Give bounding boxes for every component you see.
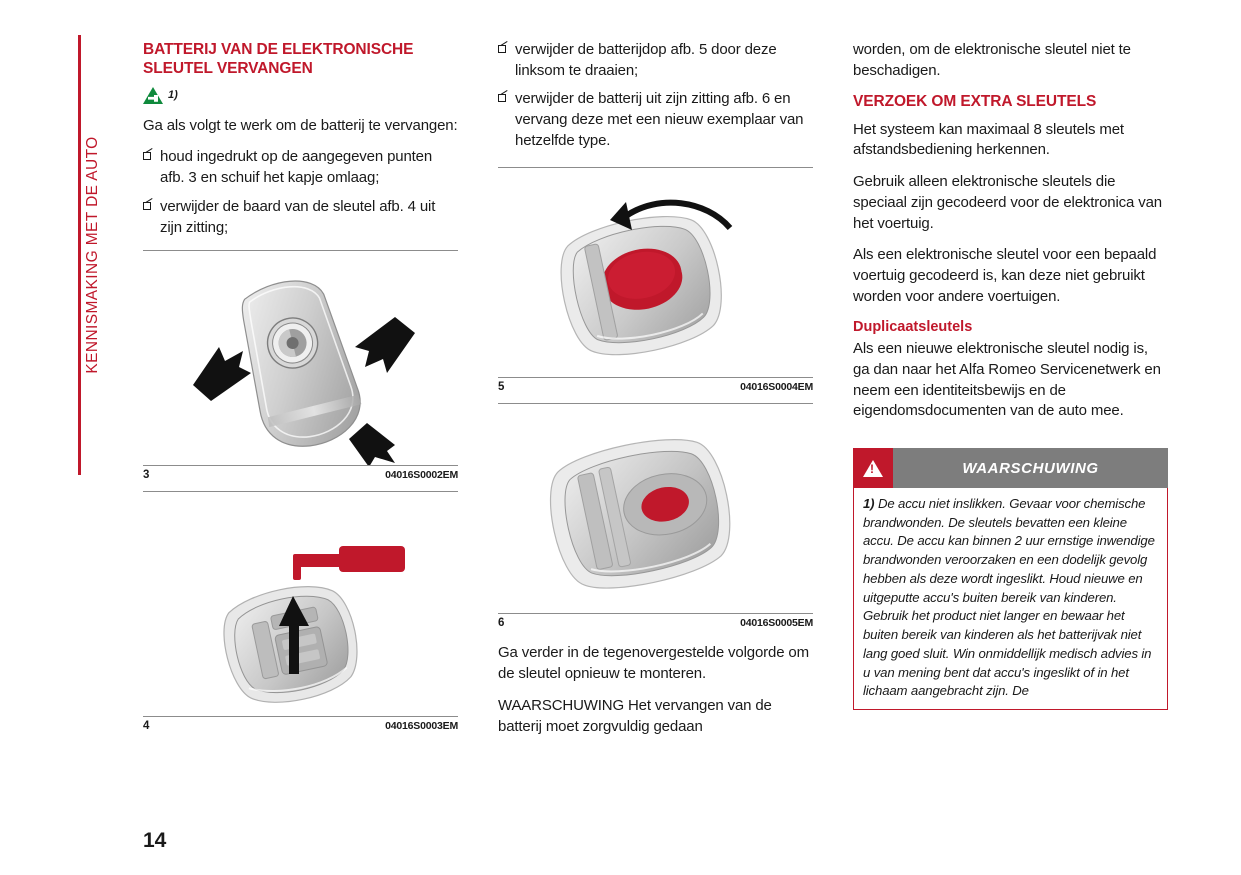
extra-keys-paragraph-3: Als een elektronische sleutel voor een bepaald voertuig gecodeerd is, kan deze niet gebruikt worden voor andere voertuigen. — [853, 246, 1157, 305]
figure-5-caption — [498, 377, 813, 393]
list-item — [498, 89, 813, 151]
column-middle — [498, 40, 813, 748]
bullet-square-icon — [498, 94, 506, 102]
warning-banner — [853, 448, 1168, 488]
continuation-paragraph: worden, om de elektronische sleutel niet te beschadigen. — [853, 41, 1131, 79]
figure-5-code: 04016S0004EM — [740, 381, 813, 394]
figure-6-number: 6 — [498, 617, 505, 630]
extra-keys-paragraph-1: Het systeem kan maximaal 8 sleutels met afstandsbediening herkennen. — [853, 120, 1124, 159]
warning-triangle-icon — [863, 460, 883, 477]
figure-6 — [498, 403, 813, 629]
list-item — [498, 40, 813, 81]
figure-6-caption — [498, 613, 813, 629]
warning-banner-title: WAARSCHUWING — [962, 459, 1099, 477]
list-item-label: verwijder de batterijdop afb. 5 door deze linksom te draaien; — [515, 41, 777, 79]
warning-text: De accu niet inslikken. Gevaar voor chemische brandwonden. De sleutels bevatten een kleine accu. De accu kan binnen 2 uur ernstige inwendige brandwonden veroorzaken en een dodelijk gevolg hebben als deze wordt ingeslikt. Houd nieuwe en uitgeputte accu's buiten bereik van kinderen. Gebruik het product niet langer en bewaar het buiten bereik van kinderen als het batterijvak niet lang goed sluit. Win onmiddellijk medisch advies in u van mening bent dat accu's ingeslikt of in het lichaam aangebracht zijn. De — [863, 496, 1155, 699]
warning-text-box — [853, 488, 1168, 710]
list-item-label: verwijder de batterij uit zijn zitting afb. 6 en vervang deze met een nieuw exemplaar van hetzelfde type. — [515, 90, 804, 149]
figure-4-code: 04016S0003EM — [385, 720, 458, 733]
bullet-square-icon — [498, 45, 506, 53]
figure-6-code: 04016S0005EM — [740, 617, 813, 630]
warning-icon-box — [853, 448, 893, 488]
green-warning-triangle-icon — [143, 87, 163, 104]
figure-5 — [498, 167, 813, 393]
list-item — [143, 147, 458, 188]
warning-marker: 1) — [863, 496, 875, 511]
figure-3-caption — [143, 465, 458, 481]
list-item-label: verwijder de baard van de sleutel afb. 4 uit zijn zitting; — [160, 197, 436, 236]
list-item — [143, 197, 458, 238]
bullet-square-icon — [143, 202, 151, 210]
figure-5-number: 5 — [498, 381, 505, 394]
list-item-label: houd ingedrukt op de aangegeven punten afb. 3 en schuif het kapje omlaag; — [160, 148, 433, 187]
duplicate-keys-title: Duplicaatsleutels — [853, 319, 973, 336]
reassembly-paragraph: Ga verder in de tegenovergestelde volgorde om de sleutel opnieuw te monteren. — [498, 644, 809, 683]
extra-keys-paragraph-2: Gebruik alleen elektronische sleutels die speciaal zijn gecodeerd voor de elektronica van het voertuig. — [853, 173, 1162, 232]
duplicate-keys-paragraph: Als een nieuwe elektronische sleutel nodig is, ga dan naar het Alfa Romeo Servicenetwerk en neem een identiteitsbewijs en de eigendomsdocumenten van de auto mee. — [853, 340, 1161, 420]
figure-4-number: 4 — [143, 720, 150, 733]
figure-6-artwork — [498, 408, 813, 613]
figure-3-number: 3 — [143, 469, 150, 482]
chapter-side-tab — [78, 35, 104, 475]
figure-4-artwork — [143, 496, 458, 716]
intro-paragraph: Ga als volgt te werk om de batterij te vervangen: — [143, 116, 458, 134]
battery-warning-marker — [143, 87, 458, 104]
footnote-reference: 1) — [168, 89, 178, 102]
figure-5-artwork — [498, 172, 813, 377]
warning-paragraph: WAARSCHUWING Het vervangen van de batterij moet zorgvuldig gedaan — [498, 696, 772, 735]
figure-4 — [143, 491, 458, 732]
column-right — [853, 40, 1168, 710]
page-title: BATTERIJ VAN DE ELEKTRONISCHE SLEUTEL VERVANGEN — [143, 41, 414, 78]
chapter-label: KENNISMAKING MET DE AUTO — [83, 136, 101, 374]
extra-keys-title: VERZOEK OM EXTRA SLEUTELS — [853, 93, 1097, 111]
figure-4-caption — [143, 716, 458, 732]
bullet-square-icon — [143, 152, 151, 160]
column-left — [143, 40, 458, 732]
figure-3-artwork — [143, 255, 458, 465]
figure-3 — [143, 250, 458, 481]
page-number: 14 — [143, 829, 167, 852]
figure-3-code: 04016S0002EM — [385, 469, 458, 482]
